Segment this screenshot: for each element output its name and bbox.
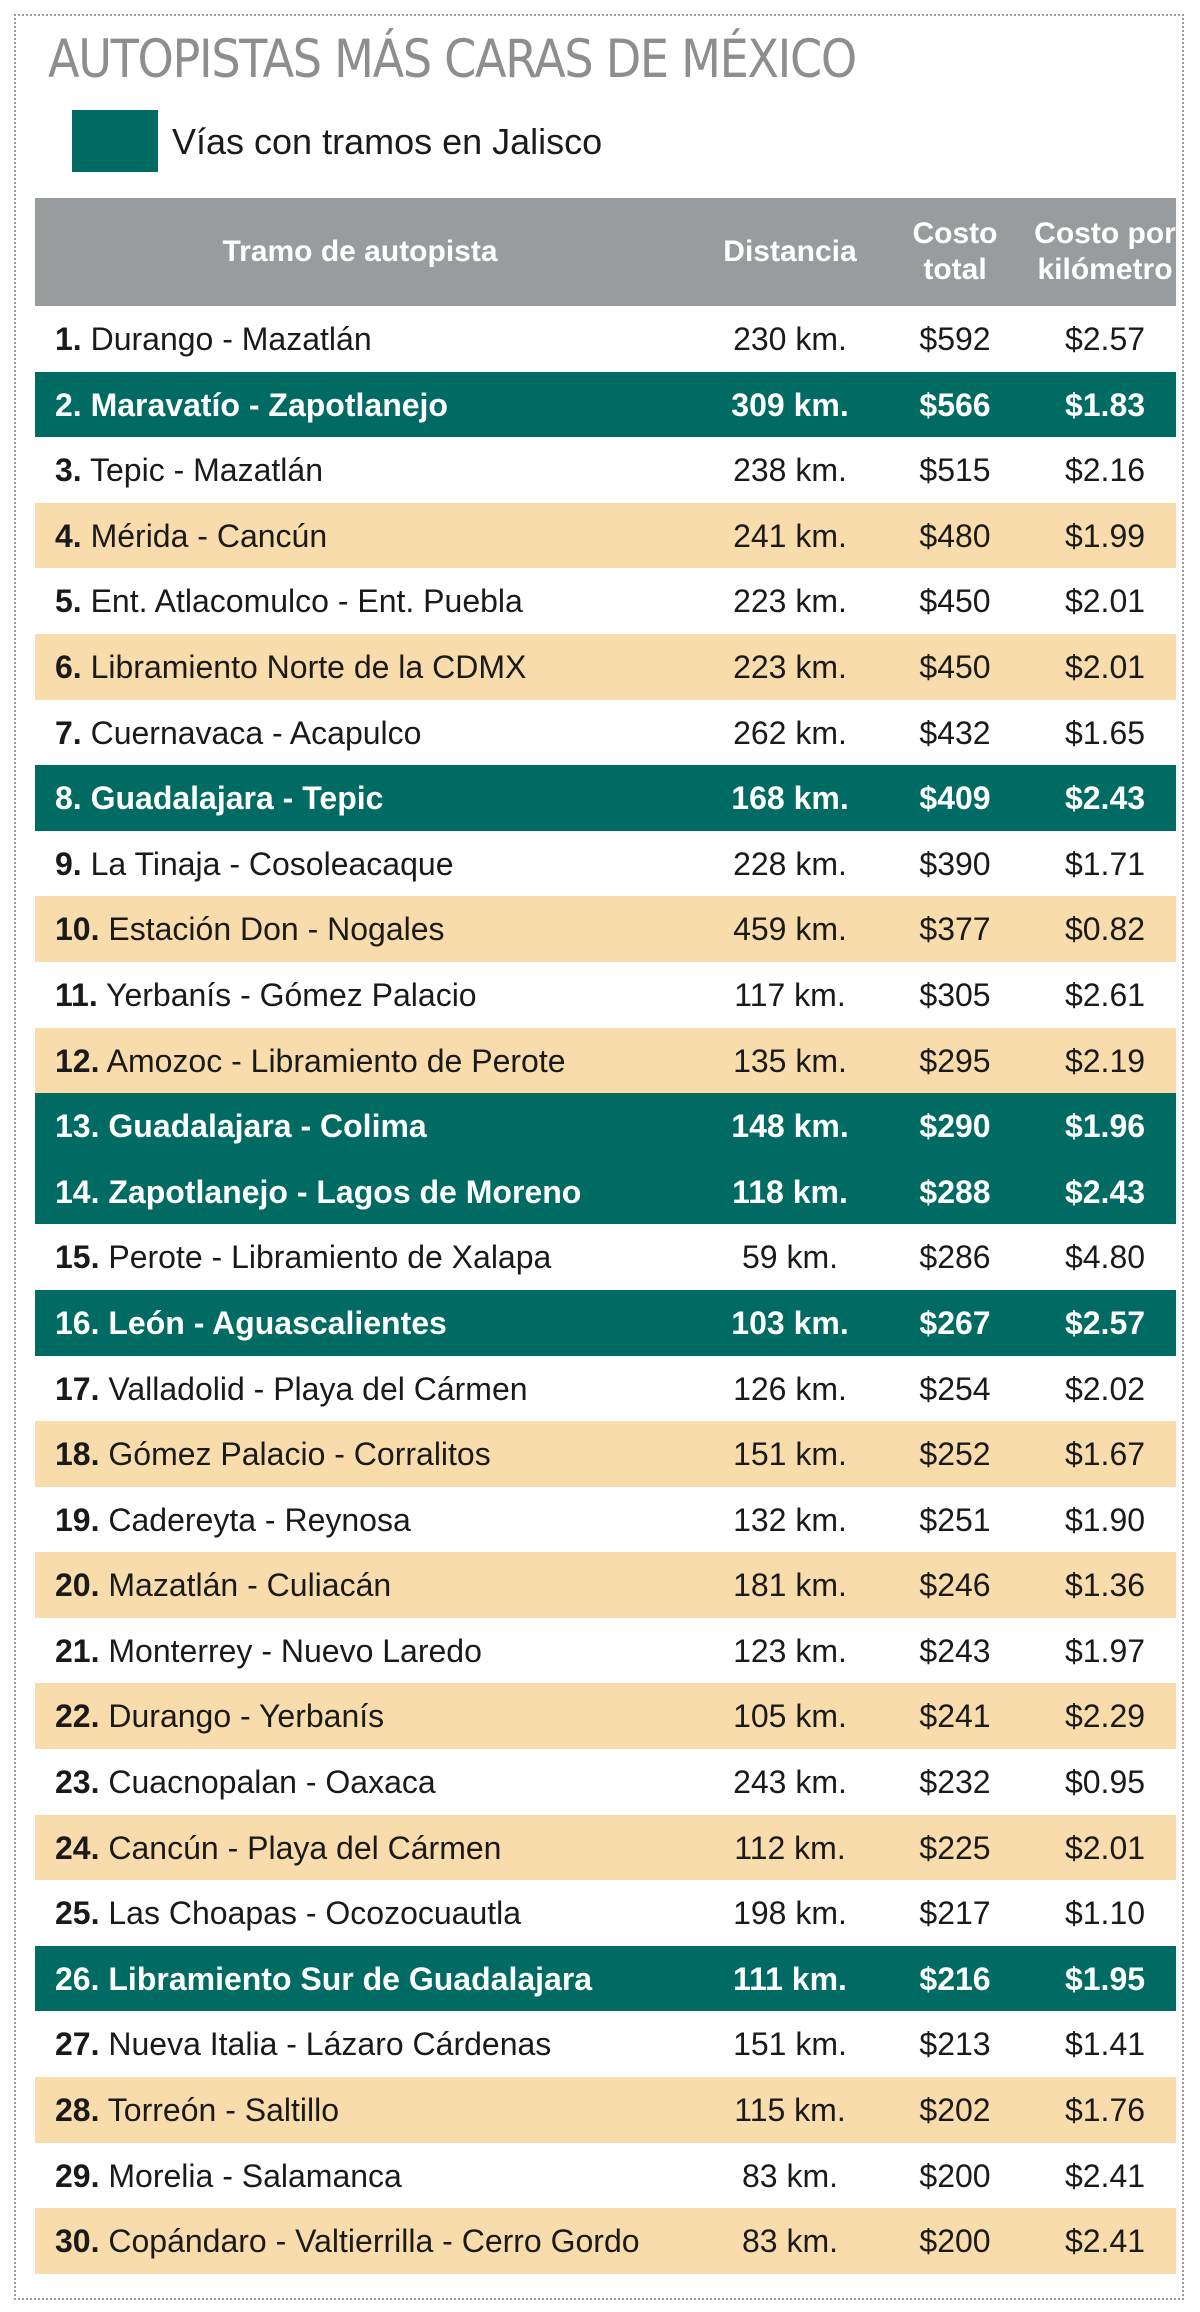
cell-costo-total: $200: [919, 2223, 991, 2260]
row-route-name: Yerbanís - Gómez Palacio: [106, 976, 477, 1013]
cell-costo-km: $2.16: [1064, 452, 1146, 489]
table-body: [35, 306, 1176, 2274]
cell-tramo: [55, 1290, 447, 1356]
table-row: [35, 700, 1176, 766]
row-rank: 16.: [55, 1304, 100, 1341]
row-route-name: Mazatlán - Culiacán: [108, 1567, 392, 1604]
cell-tramo: [55, 1749, 436, 1815]
cell-tramo: [55, 896, 445, 962]
cell-costo-km: $2.57: [1064, 1304, 1146, 1341]
cell-costo-km: $2.01: [1064, 1829, 1146, 1866]
row-route-name: Las Choapas - Ocozocuautla: [108, 1895, 522, 1932]
cell-costo-km: $0.95: [1064, 1764, 1146, 1801]
header-distancia: Distancia: [723, 235, 857, 268]
table-header: [35, 198, 1176, 306]
cell-costo-total: $232: [919, 1764, 991, 1801]
cell-distancia: 262 km.: [733, 714, 847, 751]
table-row: [35, 2143, 1176, 2209]
cell-tramo: [55, 1487, 411, 1553]
legend-swatch-jalisco: [72, 110, 158, 172]
cell-costo-total: $241: [919, 1698, 991, 1735]
row-rank: 30.: [55, 2223, 100, 2260]
cell-tramo: [55, 831, 453, 897]
row-rank: 24.: [55, 1829, 100, 1866]
cell-costo-km: $1.95: [1064, 1960, 1146, 1997]
row-rank: 17.: [55, 1370, 100, 1407]
table-row: [35, 1224, 1176, 1290]
row-route-name: Copándaro - Valtierrilla - Cerro Gordo: [108, 2223, 640, 2260]
table-row: [35, 2077, 1176, 2143]
row-route-name: Estación Don - Nogales: [108, 911, 445, 948]
table-row: [35, 1618, 1176, 1684]
row-rank: 14.: [55, 1173, 100, 1210]
cell-distancia: 168 km.: [731, 780, 849, 817]
cell-costo-km: $2.01: [1064, 648, 1146, 685]
cell-costo-total: $200: [919, 2157, 991, 2194]
cell-distancia: 241 km.: [733, 517, 847, 554]
row-rank: 28.: [55, 2092, 100, 2129]
row-route-name: Maravatío - Zapotlanejo: [90, 386, 448, 423]
row-rank: 9.: [55, 845, 82, 882]
cell-costo-km: $1.10: [1064, 1895, 1146, 1932]
row-rank: 10.: [55, 911, 100, 948]
table-row: [35, 2208, 1176, 2274]
header-costo-total-line2: total: [923, 253, 987, 286]
row-rank: 4.: [55, 517, 82, 554]
cell-distancia: 126 km.: [733, 1370, 847, 1407]
cell-tramo: [55, 2143, 402, 2209]
row-rank: 15.: [55, 1239, 100, 1276]
row-rank: 6.: [55, 648, 82, 685]
legend-label: Vías con tramos en Jalisco: [172, 121, 603, 162]
table-row: [35, 1356, 1176, 1422]
cell-costo-total: $246: [919, 1567, 991, 1604]
table-row: [35, 1749, 1176, 1815]
cell-tramo: [55, 372, 448, 438]
row-rank: 7.: [55, 714, 82, 751]
row-route-name: Libramiento Norte de la CDMX: [90, 648, 527, 685]
cell-costo-km: $1.90: [1064, 1501, 1146, 1538]
cell-costo-km: $2.41: [1064, 2157, 1146, 2194]
cell-costo-km: $2.43: [1064, 780, 1146, 817]
cell-tramo: [55, 2077, 339, 2143]
cell-distancia: 228 km.: [733, 845, 847, 882]
cell-distancia: 103 km.: [731, 1304, 849, 1341]
row-route-name: Torreón - Saltillo: [107, 2092, 339, 2129]
cell-costo-km: $1.97: [1064, 1632, 1146, 1669]
cell-tramo: [55, 1946, 592, 2012]
cell-distancia: 105 km.: [733, 1698, 847, 1735]
cell-costo-total: $225: [919, 1829, 991, 1866]
cell-costo-total: $286: [919, 1239, 991, 1276]
cell-costo-total: $377: [919, 911, 991, 948]
cell-tramo: [55, 1159, 581, 1225]
cell-costo-total: $251: [919, 1501, 991, 1538]
cell-costo-total: $566: [919, 386, 991, 423]
cell-distancia: 83 km.: [741, 2223, 839, 2260]
cell-tramo: [55, 1224, 551, 1290]
cell-costo-total: $288: [919, 1173, 991, 1210]
cell-distancia: 59 km.: [741, 1239, 839, 1276]
cell-tramo: [55, 306, 372, 372]
cell-distancia: 115 km.: [734, 2092, 846, 2129]
table-row: [35, 1946, 1176, 2012]
cell-distancia: 309 km.: [731, 386, 849, 423]
cell-costo-km: $0.82: [1064, 911, 1146, 948]
row-rank: 8.: [55, 780, 82, 817]
cell-costo-total: $290: [919, 1108, 991, 1145]
cell-tramo: [55, 1421, 491, 1487]
cell-costo-km: $2.61: [1064, 976, 1146, 1013]
row-route-name: Perote - Libramiento de Xalapa: [108, 1239, 552, 1276]
row-rank: 20.: [55, 1567, 100, 1604]
cell-costo-km: $1.65: [1064, 714, 1146, 751]
cell-tramo: [55, 2208, 640, 2274]
row-route-name: Guadalajara - Colima: [108, 1108, 427, 1145]
cell-distancia: 243 km.: [733, 1764, 847, 1801]
cell-costo-total: $409: [919, 780, 991, 817]
table-row: [35, 1093, 1176, 1159]
cell-distancia: 83 km.: [741, 2157, 839, 2194]
row-route-name: Libramiento Sur de Guadalajara: [108, 1960, 593, 1997]
row-rank: 1.: [55, 321, 82, 357]
header-tramo: Tramo de autopista: [222, 235, 498, 268]
table-row: [35, 962, 1176, 1028]
cell-costo-total: $305: [919, 976, 991, 1013]
cell-costo-km: $1.76: [1064, 2092, 1146, 2129]
cell-tramo: [55, 1880, 521, 1946]
cell-costo-total: $450: [919, 583, 991, 620]
cell-distancia: 181 km.: [733, 1567, 847, 1604]
row-route-name: Morelia - Salamanca: [108, 2157, 402, 2194]
table-row: [35, 896, 1176, 962]
cell-costo-total: $254: [919, 1370, 991, 1407]
row-route-name: Amozoc - Libramiento de Perote: [106, 1042, 566, 1079]
cell-distancia: 112 km.: [734, 1829, 846, 1866]
cell-costo-km: $1.71: [1064, 845, 1146, 882]
row-rank: 25.: [55, 1895, 100, 1932]
cell-distancia: 111 km.: [733, 1960, 847, 1997]
cell-tramo: [55, 1356, 528, 1422]
row-route-name: Durango - Mazatlán: [90, 321, 372, 357]
cell-costo-total: $213: [919, 2026, 991, 2063]
cell-tramo: [55, 962, 477, 1028]
cell-costo-km: $1.99: [1064, 517, 1146, 554]
cell-costo-total: $450: [919, 648, 991, 685]
cell-distancia: 459 km.: [733, 911, 847, 948]
row-rank: 2.: [55, 386, 82, 423]
cell-costo-km: $4.80: [1064, 1239, 1146, 1276]
cell-tramo: [55, 1683, 384, 1749]
row-route-name: Mérida - Cancún: [90, 517, 328, 554]
row-route-name: Nueva Italia - Lázaro Cárdenas: [108, 2026, 552, 2063]
cell-costo-km: $2.29: [1064, 1698, 1146, 1735]
header-costo-km-line2: kilómetro: [1037, 253, 1173, 286]
cell-costo-total: $480: [919, 517, 991, 554]
cell-costo-km: $1.96: [1064, 1108, 1146, 1145]
table-row: [35, 1487, 1176, 1553]
table-row: [35, 2011, 1176, 2077]
cell-distancia: 135 km.: [733, 1042, 847, 1079]
cell-costo-total: $295: [919, 1042, 991, 1079]
row-route-name: Ent. Atlacomulco - Ent. Puebla: [90, 583, 523, 620]
table-row: [35, 1683, 1176, 1749]
cell-distancia: 223 km.: [733, 648, 847, 685]
row-route-name: Guadalajara - Tepic: [90, 780, 384, 817]
cell-tramo: [55, 568, 523, 634]
row-route-name: Durango - Yerbanís: [108, 1698, 385, 1735]
row-route-name: Valladolid - Playa del Cármen: [108, 1370, 528, 1407]
cell-distancia: 117 km.: [734, 976, 846, 1013]
cell-distancia: 238 km.: [733, 452, 847, 489]
cell-costo-km: $1.41: [1064, 2026, 1146, 2063]
cell-distancia: 123 km.: [733, 1632, 847, 1669]
table-row: [35, 568, 1176, 634]
cell-distancia: 151 km.: [733, 1436, 847, 1473]
row-rank: 26.: [55, 1960, 100, 1997]
cell-distancia: 148 km.: [731, 1108, 849, 1145]
cell-costo-km: $2.01: [1064, 583, 1146, 620]
cell-costo-km: $2.02: [1064, 1370, 1146, 1407]
cell-costo-km: $2.43: [1064, 1173, 1146, 1210]
row-route-name: Cadereyta - Reynosa: [108, 1501, 411, 1538]
row-route-name: Gómez Palacio - Corralitos: [108, 1436, 491, 1473]
row-route-name: Monterrey - Nuevo Laredo: [108, 1632, 482, 1669]
cell-costo-km: $1.36: [1064, 1567, 1146, 1604]
row-rank: 13.: [55, 1108, 100, 1145]
table-row: [35, 1880, 1176, 1946]
cell-tramo: [55, 1093, 427, 1159]
cell-costo-total: $390: [919, 845, 991, 882]
cell-tramo: [55, 1618, 482, 1684]
table-row: [35, 1290, 1176, 1356]
table-row: [35, 437, 1176, 503]
cell-tramo: [55, 634, 526, 700]
cell-tramo: [55, 700, 421, 766]
row-route-name: La Tinaja - Cosoleacaque: [90, 845, 454, 882]
row-rank: 12.: [55, 1042, 100, 1079]
cell-costo-total: $592: [919, 321, 991, 357]
header-costo-km: [1005, 198, 1200, 306]
cell-costo-km: $1.83: [1064, 386, 1146, 423]
table-row: [35, 503, 1176, 569]
cell-costo-km: $2.19: [1064, 1042, 1146, 1079]
row-route-name: Tepic - Mazatlán: [90, 452, 323, 489]
table-row: [35, 1421, 1176, 1487]
table-row: [35, 634, 1176, 700]
cell-costo-total: $216: [919, 1960, 991, 1997]
table-row: [35, 831, 1176, 897]
cell-distancia: 118 km.: [732, 1173, 848, 1210]
page-title: AUTOPISTAS MÁS CARAS DE MÉXICO: [48, 29, 856, 90]
cell-tramo: [55, 765, 383, 831]
row-rank: 5.: [55, 583, 82, 620]
table-row: [35, 306, 1176, 372]
toll-table: [35, 198, 1176, 2274]
row-rank: 18.: [55, 1436, 100, 1473]
row-route-name: Zapotlanejo - Lagos de Moreno: [108, 1173, 582, 1210]
cell-distancia: 198 km.: [733, 1895, 847, 1932]
cell-tramo: [55, 1028, 566, 1094]
cell-distancia: 230 km.: [733, 321, 847, 357]
row-rank: 27.: [55, 2026, 100, 2063]
row-rank: 23.: [55, 1764, 100, 1801]
cell-tramo: [55, 1815, 501, 1881]
row-rank: 29.: [55, 2157, 100, 2194]
cell-tramo: [55, 437, 323, 503]
header-costo-km-line1: Costo por: [1034, 217, 1176, 250]
cell-costo-total: $252: [919, 1436, 991, 1473]
cell-distancia: 223 km.: [733, 583, 847, 620]
cell-distancia: 132 km.: [733, 1501, 847, 1538]
cell-costo-total: $432: [919, 714, 991, 751]
table-row: [35, 1552, 1176, 1618]
cell-costo-total: $515: [919, 452, 991, 489]
row-rank: 3.: [55, 452, 82, 489]
row-route-name: León - Aguascalientes: [108, 1304, 447, 1341]
row-rank: 22.: [55, 1698, 100, 1735]
row-route-name: Cuacnopalan - Oaxaca: [108, 1764, 436, 1801]
row-rank: 11.: [55, 976, 98, 1013]
row-rank: 21.: [55, 1632, 100, 1669]
cell-tramo: [55, 1552, 391, 1618]
row-route-name: Cuernavaca - Acapulco: [90, 714, 422, 751]
cell-costo-km: $2.41: [1064, 2223, 1146, 2260]
cell-costo-km: $1.67: [1064, 1436, 1146, 1473]
cell-costo-km: $2.57: [1064, 321, 1146, 357]
table-row: [35, 372, 1176, 438]
cell-tramo: [55, 503, 327, 569]
row-rank: 19.: [55, 1501, 100, 1538]
table-row: [35, 1028, 1176, 1094]
cell-costo-total: $202: [919, 2092, 991, 2129]
cell-tramo: [55, 2011, 551, 2077]
cell-distancia: 151 km.: [733, 2026, 847, 2063]
row-route-name: Cancún - Playa del Cármen: [108, 1829, 502, 1866]
table-row: [35, 765, 1176, 831]
cell-costo-total: $267: [919, 1304, 991, 1341]
table-row: [35, 1159, 1176, 1225]
header-costo-total-line1: Costo: [912, 217, 998, 250]
table-row: [35, 1815, 1176, 1881]
cell-costo-total: $243: [919, 1632, 991, 1669]
cell-costo-total: $217: [919, 1895, 991, 1932]
